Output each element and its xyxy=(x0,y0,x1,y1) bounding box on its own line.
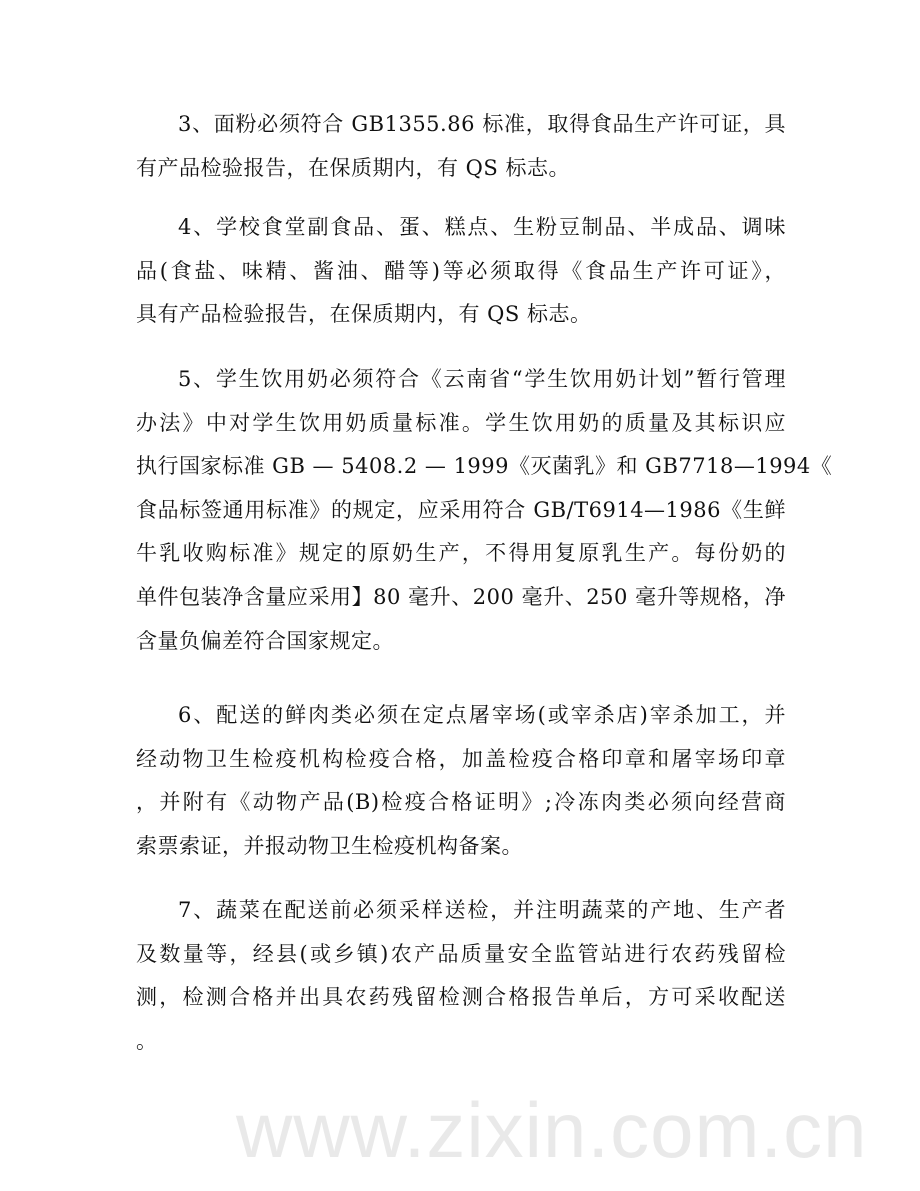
paragraph-5 xyxy=(136,358,833,663)
text-line: ，并附有《动物产品(B)检疫合格证明》;冷冻肉类必须向经营商 xyxy=(136,790,786,815)
text-line: 4、学校食堂副食品、蛋、糕点、生粉豆制品、半成品、调味 xyxy=(178,215,786,239)
text-line: 品(食盐、味精、酱油、醋等)等必须取得《食品生产许可证》， xyxy=(136,258,786,283)
text-line: 单件包装净含量应采用】80 毫升、200 毫升、250 毫升等规格，净 xyxy=(136,584,786,609)
text-line: 食品标签通用标准》的规定，应采用符合 GB/T6914—1986《生鲜 xyxy=(136,497,786,522)
text-line: 。 xyxy=(136,1028,158,1053)
paragraph-4 xyxy=(136,206,786,337)
text-line: 办法》中对学生饮用奶质量标准。学生饮用奶的质量及其标识应 xyxy=(136,410,786,435)
paragraph-3 xyxy=(136,103,786,190)
text-line: 牛乳收购标准》规定的原奶生产，不得用复原乳生产。每份奶的 xyxy=(136,541,786,566)
paragraph-7 xyxy=(136,889,786,1063)
text-line: 执行国家标准 GB — 5408.2 — 1999《灭菌乳》和 GB7718—1994《 xyxy=(136,454,833,479)
text-line: 测，检测合格并出具农药残留检测合格报告单后，方可采收配送 xyxy=(136,985,786,1010)
text-line: 及数量等，经县(或乡镇)农产品质量安全监管站进行农药残留检 xyxy=(136,941,786,966)
text-line: 有产品检验报告，在保质期内，有 QS 标志。 xyxy=(136,155,570,180)
text-line: 3、面粉必须符合 GB1355.86 标准，取得食品生产许可证，具 xyxy=(178,112,786,136)
text-line: 含量负偏差符合国家规定。 xyxy=(136,628,394,653)
text-line: 经动物卫生检疫机构检疫合格，加盖检疫合格印章和屠宰场印章 xyxy=(136,746,786,771)
text-line: 具有产品检验报告，在保质期内，有 QS 标志。 xyxy=(136,302,592,327)
watermark: www.zixin.com.cn xyxy=(236,1086,868,1174)
paragraph-6 xyxy=(136,694,786,868)
text-line: 7、蔬菜在配送前必须采样送检，并注明蔬菜的产地、生产者 xyxy=(178,898,786,922)
text-line: 5、学生饮用奶必须符合《云南省“学生饮用奶计划”暂行管理 xyxy=(178,367,786,391)
text-line: 6、配送的鲜肉类必须在定点屠宰场(或宰杀店)宰杀加工，并 xyxy=(178,703,786,727)
text-line: 索票索证，并报动物卫生检疫机构备案。 xyxy=(136,833,523,858)
